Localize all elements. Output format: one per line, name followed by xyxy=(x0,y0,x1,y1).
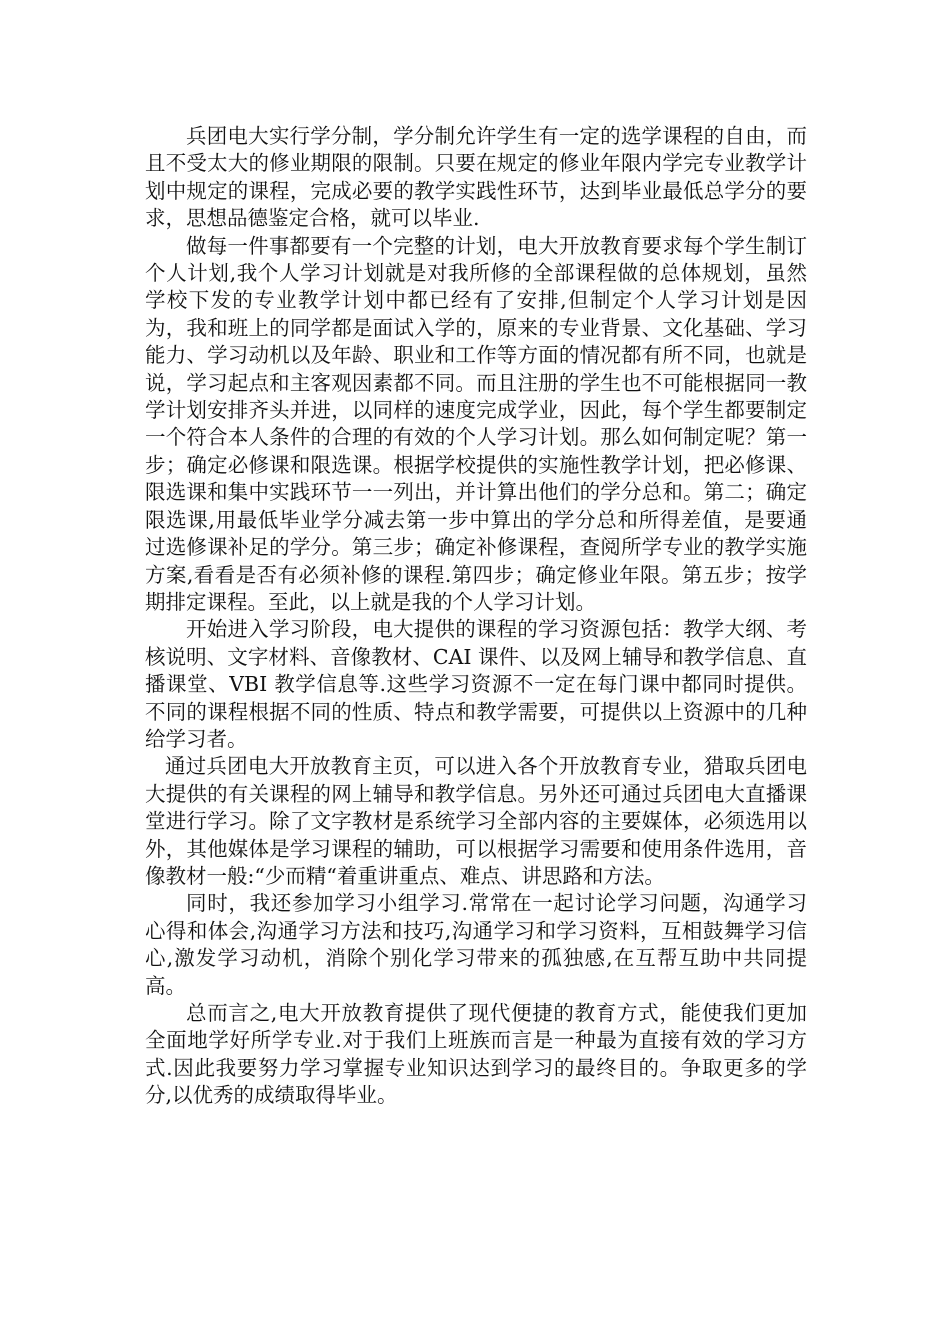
paragraph-online-learning: 通过兵团电大开放教育主页，可以进入各个开放教育专业，猎取兵团电大提供的有关课程的网上辅导和教学信息。另外还可通过兵团电大直播课堂进行学习。除了文字教材是系统学习全部内容的主要媒体，必须选用以外，其他媒体是学习课程的辅助，可以根据学习需要和使用条件选用，音像教材一般:“少而精“着重讲重点、难点、讲思路和方法。 xyxy=(145,754,807,888)
paragraph-conclusion: 总而言之,电大开放教育提供了现代便捷的教育方式，能使我们更加全面地学好所学专业.对于我们上班族而言是一种最为直接有效的学习方式.因此我要努力学习掌握专业知识达到学习的最终目的。争取更多的学分,以优秀的成绩取得毕业。 xyxy=(145,1001,807,1108)
paragraph-credit-system: 兵团电大实行学分制，学分制允许学生有一定的选学课程的自由，而且不受太大的修业期限的限制。只要在规定的修业年限内学完专业教学计划中规定的课程，完成必要的教学实践性环节，达到毕业最低总学分的要求，思想品德鉴定合格，就可以毕业. xyxy=(145,124,807,231)
paragraph-learning-resources: 开始进入学习阶段，电大提供的课程的学习资源包括：教学大纲、考核说明、文字材料、音像教材、CAI 课件、以及网上辅导和教学信息、直播课堂、VBI 教学信息等.这些学习资源不一定在每门课中都同时提供。不同的课程根据不同的性质、特点和教学需要，可提供以上资源中的几种给学习者。 xyxy=(145,617,807,751)
paragraph-study-plan: 做每一件事都要有一个完整的计划，电大开放教育要求每个学生制订个人计划,我个人学习计划就是对我所修的全部课程做的总体规划，虽然学校下发的专业教学计划中都已经有了安排,但制定个人学习计划是因为，我和班上的同学都是面试入学的，原来的专业背景、文化基础、学习能力、学习动机以及年龄、职业和工作等方面的情况都有所不同，也就是说，学习起点和主客观因素都不同。而且注册的学生也不可能根据同一教学计划安排齐头并进，以同样的速度完成学业，因此，每个学生都要制定一个符合本人条件的合理的有效的个人学习计划。那么如何制定呢？第一步；确定必修课和限选课。根据学校提供的实施性教学计划，把必修课、限选课和集中实践环节一一列出，并计算出他们的学分总和。第二；确定限选课,用最低毕业学分减去第一步中算出的学分总和所得差值，是要通过选修课补足的学分。第三步；确定补修课程，查阅所学专业的教学实施方案,看看是否有必须补修的课程.第四步；确定修业年限。第五步；按学期排定课程。至此，以上就是我的个人学习计划。 xyxy=(145,233,807,614)
document-body xyxy=(145,123,807,1110)
paragraph-study-group: 同时，我还参加学习小组学习.常常在一起讨论学习问题，沟通学习心得和体会,沟通学习方法和技巧,沟通学习和学习资料，互相鼓舞学习信心,激发学习动机，消除个别化学习带来的孤独感,在互帮互助中共同提高。 xyxy=(145,891,807,998)
